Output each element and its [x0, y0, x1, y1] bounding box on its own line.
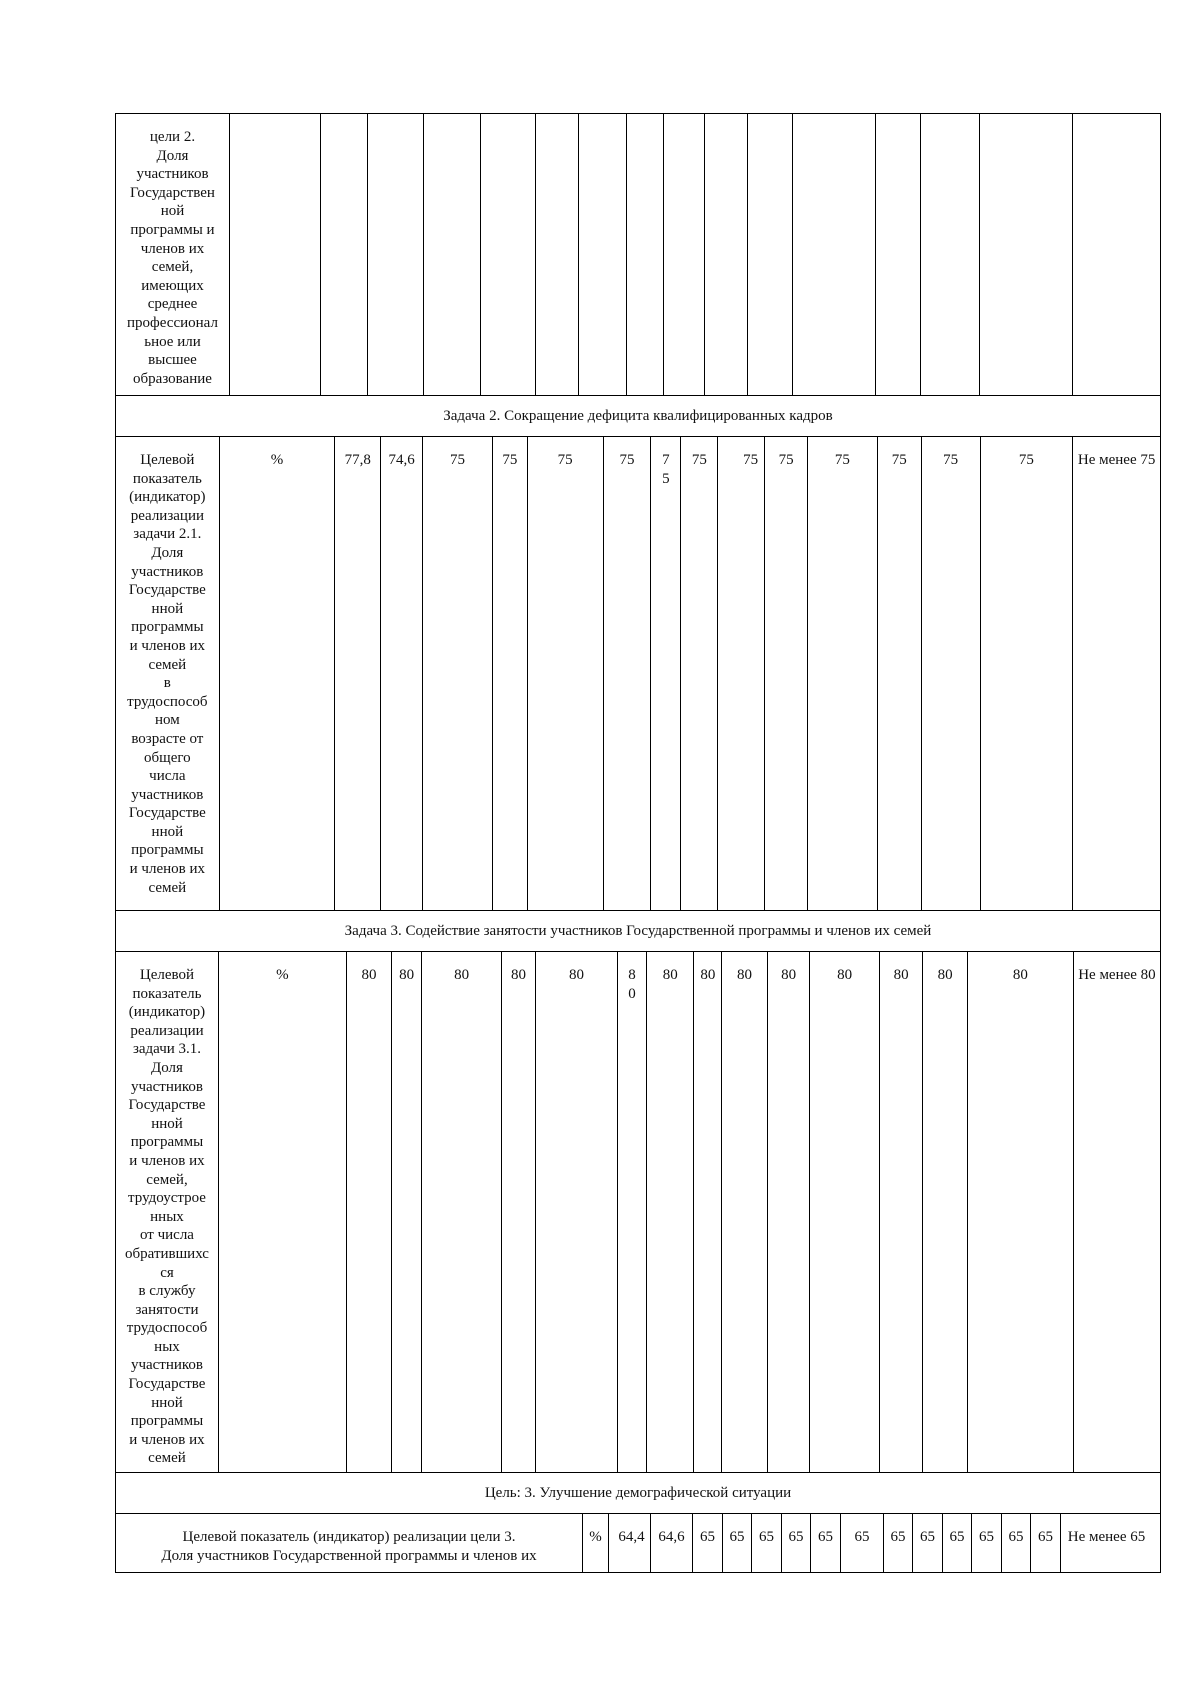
table-cell	[320, 114, 367, 395]
table-cell	[1072, 114, 1160, 395]
indicator-label-cell	[116, 437, 219, 910]
indicator-label-line: трудоспособ	[126, 1320, 208, 1337]
value-cell: 75	[717, 437, 764, 910]
indicator-label-line: ся	[160, 1264, 174, 1281]
value-cell: 65	[781, 1514, 810, 1572]
section-heading-task-2	[115, 396, 1161, 437]
indicator-label-line: участников	[131, 563, 204, 580]
indicator-label-line: Государстве	[128, 582, 206, 599]
table-cell	[367, 114, 423, 395]
indicator-label-line: членов их	[140, 240, 205, 257]
section-heading-text: Задача 2. Сокращение дефицита квалифицированных кадров	[443, 408, 833, 424]
value-cell: 75	[492, 437, 527, 910]
indicator-label-line: и членов их	[129, 637, 206, 654]
table-cell	[229, 114, 320, 395]
final-value-cell: Не менее 80	[1073, 952, 1160, 1472]
table-cell	[920, 114, 979, 395]
value-cell: 75	[980, 437, 1073, 910]
value-cell: 80	[617, 952, 646, 1472]
indicator-label-line: высшее	[148, 352, 197, 369]
table-cell	[747, 114, 792, 395]
value-cell: 77,8	[334, 437, 380, 910]
indicator-label-cell	[116, 952, 218, 1472]
indicator-label-line: Доля	[156, 147, 189, 164]
table-cell	[704, 114, 747, 395]
indicator-label-line: программы	[130, 1413, 204, 1430]
unit-cell: %	[218, 952, 346, 1472]
value-cell: 80	[967, 952, 1073, 1472]
value-cell: 75	[921, 437, 980, 910]
value-cell: 65	[883, 1514, 912, 1572]
table-cell	[792, 114, 875, 395]
indicator-label-line: образование	[133, 370, 212, 387]
indicator-label-line: Целевой показатель (индикатор) реализации цели 3.	[182, 1529, 516, 1545]
table-block-3	[115, 952, 1161, 1473]
table-cell	[578, 114, 626, 395]
section-heading-task-3	[115, 911, 1161, 952]
value-cell: 80	[421, 952, 501, 1472]
value-cell: 65	[1030, 1514, 1060, 1572]
final-value-cell: Не менее 75	[1072, 437, 1160, 910]
unit-cell: %	[219, 437, 335, 910]
value-cell: 80	[922, 952, 967, 1472]
indicator-label-line: и членов их	[129, 861, 206, 878]
table-cell	[535, 114, 578, 395]
indicator-label-line: ном	[154, 712, 180, 729]
indicator-label-line: нной	[151, 1394, 183, 1411]
indicator-label-line: Целевой	[139, 967, 195, 983]
indicator-label-line: трудоспособ	[127, 693, 208, 710]
value-cell: 65	[722, 1514, 751, 1572]
indicator-label-line: Целевой	[140, 452, 195, 468]
indicator-label-line: Доля участников Государственной программы и членов их	[161, 1547, 537, 1564]
value-cell: 64,6	[650, 1514, 692, 1572]
indicator-label-line: числа	[149, 768, 186, 785]
indicator-label-line: в	[163, 675, 171, 692]
indicator-label-line: (индикатор)	[129, 489, 206, 506]
indicator-label-cell	[116, 1514, 582, 1572]
value-cell: 75	[807, 437, 877, 910]
indicator-label	[118, 966, 216, 1468]
value-cell: 80	[501, 952, 535, 1472]
indicator-label-line: семей	[148, 1450, 186, 1467]
indicator-label-line: нной	[151, 823, 184, 840]
table-cell	[423, 114, 480, 395]
indicator-label-line: семей	[148, 656, 187, 673]
indicator-label-line: в службу	[138, 1283, 196, 1300]
value-cell: 75	[422, 437, 492, 910]
value-cell: 80	[767, 952, 810, 1472]
indicator-label-line: общего	[144, 749, 191, 766]
indicator-label-line: Доля	[151, 1059, 183, 1076]
table-block-1	[115, 113, 1161, 396]
value-cell: 65	[971, 1514, 1001, 1572]
indicator-label-line: Доля	[151, 544, 184, 561]
section-heading-text: Цель: 3. Улучшение демографической ситуации	[484, 1485, 792, 1501]
value-cell: 65	[692, 1514, 722, 1572]
indicator-label-line: среднее	[147, 296, 198, 313]
indicator-label-line: семей,	[146, 1171, 188, 1188]
final-value-cell: Не менее 65	[1060, 1514, 1152, 1572]
value-cell: 75	[650, 437, 680, 910]
indicator-label-line: и членов их	[129, 1431, 205, 1448]
indicator-label-line: показатель	[132, 985, 202, 1002]
indicator-label-line: участников	[131, 786, 204, 803]
indicator-label-line: участников	[130, 1357, 204, 1374]
indicator-label-line: обратившихс	[125, 1245, 209, 1262]
value-cell: 80	[721, 952, 767, 1472]
indicator-label-line: реализации	[130, 507, 204, 524]
indicator-label-line: участников	[130, 1078, 204, 1095]
indicator-label-line: профессионал	[127, 314, 218, 331]
indicator-label-line: и членов их	[129, 1152, 205, 1169]
value-cell: 80	[535, 952, 617, 1472]
indicator-label-line: нной	[151, 1115, 183, 1132]
value-cell: 65	[912, 1514, 942, 1572]
indicator-label-line: возрасте от	[131, 730, 204, 747]
value-cell: 75	[603, 437, 651, 910]
indicator-label-line: программы	[130, 1134, 204, 1151]
value-cell: 75	[680, 437, 717, 910]
value-cell: 65	[810, 1514, 840, 1572]
indicator-label-line: цели 2.	[149, 129, 196, 145]
indicator-label-line: Государстве	[128, 1376, 206, 1393]
indicator-label-line: ных	[154, 1338, 180, 1355]
value-cell: 65	[1001, 1514, 1030, 1572]
unit-cell: %	[582, 1514, 608, 1572]
value-cell: 80	[693, 952, 721, 1472]
table-cell	[480, 114, 535, 395]
value-cell: 74,6	[380, 437, 422, 910]
indicator-label-line: Государствен	[130, 184, 215, 201]
value-cell: 80	[809, 952, 878, 1472]
value-cell: 80	[346, 952, 392, 1472]
indicator-label-line: ной	[160, 203, 185, 220]
indicator-label-line: задачи 3.1.	[132, 1041, 202, 1058]
value-cell: 65	[942, 1514, 971, 1572]
value-cell: 65	[751, 1514, 781, 1572]
indicator-label-line: задачи 2.1.	[133, 526, 202, 543]
table-block-4	[115, 1514, 1161, 1573]
indicator-label-line: программы и	[130, 221, 215, 238]
indicator-label-line: ьное или	[144, 333, 201, 350]
indicator-label-line: семей	[148, 879, 187, 896]
indicator-label	[118, 451, 217, 897]
section-heading-goal-3	[115, 1473, 1161, 1514]
indicator-label-cell	[116, 114, 229, 395]
table-cell	[663, 114, 704, 395]
value-cell: 75	[764, 437, 807, 910]
indicator-label-line: программы	[131, 842, 204, 859]
section-heading-text: Задача 3. Содействие занятости участников Государственной программы и членов их семей	[344, 923, 932, 939]
indicator-label-line: Государстве	[128, 1097, 206, 1114]
indicator-label-line: трудоустрое	[128, 1190, 206, 1207]
value-cell: 80	[879, 952, 923, 1472]
indicator-label-line: занятости	[135, 1301, 199, 1318]
table-cell	[626, 114, 663, 395]
indicator-label	[118, 128, 227, 388]
indicator-label-line: (индикатор)	[128, 1004, 206, 1021]
indicator-label-line: нных	[150, 1208, 184, 1225]
table-cell	[875, 114, 920, 395]
indicator-label-line: показатель	[132, 470, 202, 487]
indicator-label-line: участников	[136, 166, 209, 183]
value-cell: 75	[527, 437, 603, 910]
value-cell: 65	[840, 1514, 883, 1572]
indicator-label-line: нной	[151, 600, 184, 617]
value-cell: 64,4	[608, 1514, 650, 1572]
indicator-label-line: от числа	[139, 1227, 194, 1244]
value-cell: 80	[646, 952, 694, 1472]
table-block-2	[115, 437, 1161, 911]
table-cell	[979, 114, 1072, 395]
indicator-label-line: семей,	[151, 259, 194, 276]
indicator-label-line: программы	[131, 619, 204, 636]
indicator-label-line: Государстве	[128, 805, 206, 822]
indicator-label-line: имеющих	[141, 277, 204, 294]
value-cell: 80	[391, 952, 421, 1472]
indicator-label-line: реализации	[130, 1022, 204, 1039]
value-cell: 75	[877, 437, 921, 910]
